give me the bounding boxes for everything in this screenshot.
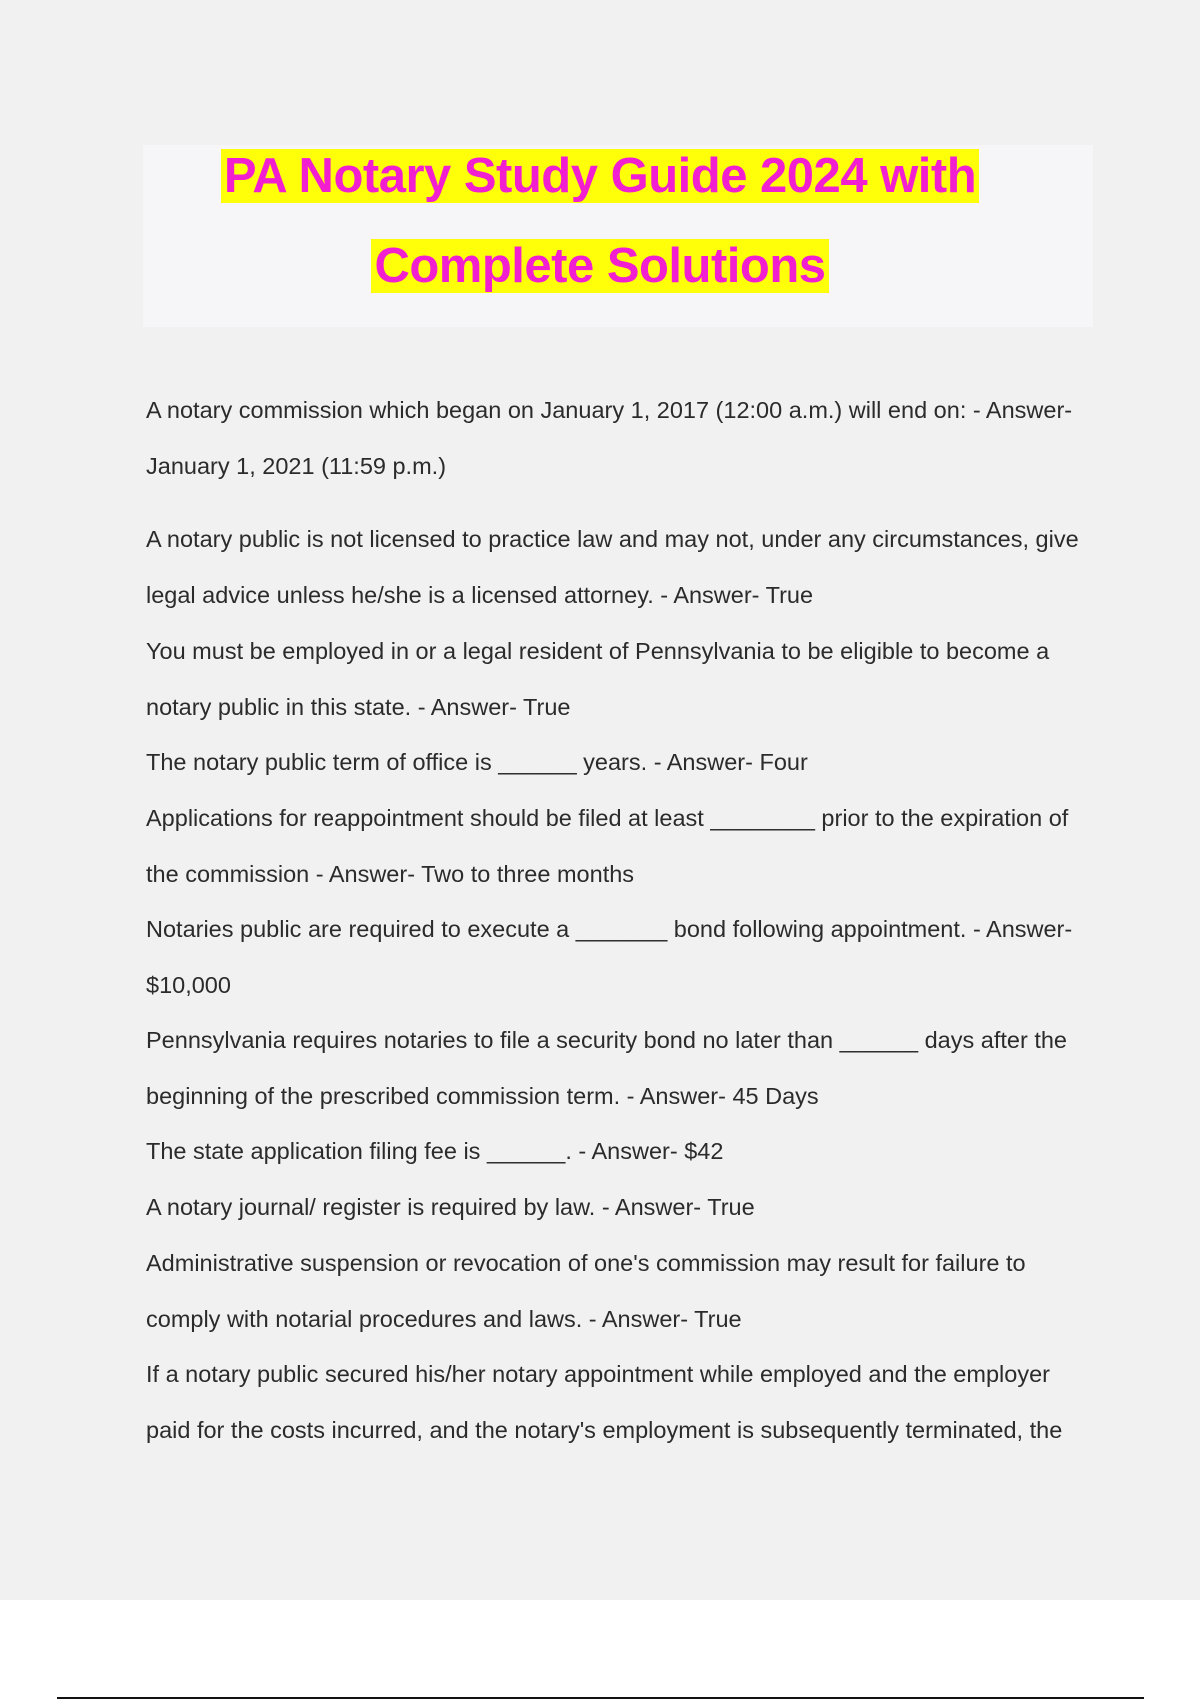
qa-item: The notary public term of office is ______ years. - Answer- Four	[146, 749, 808, 775]
document-title-line-1: PA Notary Study Guide 2024 with	[0, 146, 1200, 206]
qa-item: The state application filing fee is ______. - Answer- $42	[146, 1138, 724, 1164]
qa-item: Pennsylvania requires notaries to file a security bond no later than ______ days after the beginning of the prescribed commission term. - Answer- 45 Days	[146, 1027, 1067, 1109]
bottom-divider	[57, 1697, 1144, 1699]
qa-item: A notary public is not licensed to practice law and may not, under any circumstances, give legal advice unless he/she is a licensed attorney. - Answer- True	[146, 526, 1079, 608]
qa-item: If a notary public secured his/her notary appointment while employed and the employer paid for the costs incurred, and the notary's employment is subsequently terminated, the	[146, 1361, 1063, 1443]
qa-item: Applications for reappointment should be filed at least ________ prior to the expiration of the commission - Answer- Two to three months	[146, 805, 1069, 887]
qa-item: Administrative suspension or revocation of one's commission may result for failure to comply with notarial procedures and laws. - Answer- True	[146, 1250, 1026, 1332]
qa-item: Notaries public are required to execute a _______ bond following appointment. - Answer- $10,000	[146, 916, 1073, 998]
qa-item: A notary journal/ register is required by law. - Answer- True	[146, 1194, 755, 1220]
qa-item: A notary commission which began on January 1, 2017 (12:00 a.m.) will end on: - Answer- January 1, 2021 (11:59 p.m.)	[146, 397, 1073, 479]
qa-item: You must be employed in or a legal resident of Pennsylvania to be eligible to become a notary public in this state. - Answer- True	[146, 638, 1050, 720]
document-title-line-2: Complete Solutions	[0, 236, 1200, 296]
